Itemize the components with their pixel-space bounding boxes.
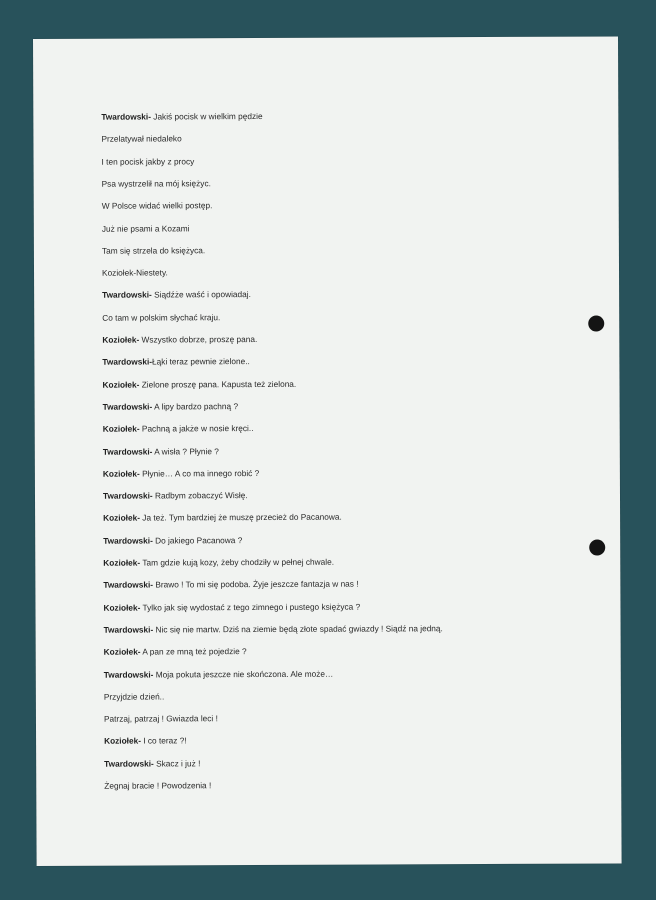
script-line (103, 401, 238, 412)
line-text: Koziołek-Niestety. (101, 267, 168, 278)
script-line (103, 535, 242, 546)
line-text: A lipy bardzo pachną ? (152, 400, 239, 412)
speaker-name: Twardowski- (103, 579, 154, 590)
speaker-name: Koziołek- (102, 468, 140, 479)
line-text: Ja też. Tym bardziej że muszę przecież do Pacanowa. (139, 512, 342, 523)
script-line (104, 668, 334, 679)
speaker-name: Koziołek- (103, 512, 141, 524)
script-line (101, 134, 181, 144)
script-line (102, 178, 211, 188)
script-line (104, 646, 247, 657)
script-line (103, 468, 259, 479)
speaker-name: Koziołek- (104, 735, 141, 747)
script-line (104, 713, 218, 723)
script-line (103, 557, 334, 568)
line-text: I co teraz ?! (140, 735, 187, 746)
script-line (102, 334, 257, 345)
line-text: Do jakiego Pacanowa ? (152, 534, 243, 546)
speaker-name: Twardowski- (103, 668, 154, 680)
script-line (102, 312, 220, 323)
script-line (101, 111, 262, 122)
line-text: Zielone proszę pana. Kapusta też zielona. (139, 378, 297, 390)
speaker-name: Twardowski- (103, 535, 153, 546)
script-line (104, 758, 200, 768)
script-line (103, 446, 219, 457)
speaker-name: Twardowski- (102, 356, 153, 367)
speaker-name: Twardowski- (102, 289, 152, 301)
script-line (103, 601, 360, 612)
speaker-name: Koziołek- (102, 334, 140, 345)
script-line (104, 780, 211, 790)
punch-hole-bottom (589, 540, 605, 556)
script-line (102, 289, 251, 300)
speaker-name: Twardowski- (102, 445, 153, 457)
script-line (102, 378, 296, 389)
script-line (102, 268, 168, 278)
line-text: Jakiś pocisk w wielkim pędzie (150, 110, 263, 122)
speaker-name: Twardowski- (102, 401, 153, 412)
line-text: Pachną a jakże w nosie kręci.. (139, 423, 254, 434)
line-text: Brawo ! To mi się podoba. Żyje jeszcze fantazja w nas ! (153, 578, 359, 590)
script-line (104, 623, 443, 634)
line-text: Moja pokuta jeszcze nie skończona. Ale może… (153, 668, 334, 679)
speaker-name: Twardowski- (101, 111, 152, 122)
line-text: Wszystko dobrze, proszę pana. (139, 334, 258, 345)
speaker-name: Twardowski- (104, 758, 154, 769)
line-text: Tam się strzela do księżyca. (101, 245, 206, 256)
speaker-name: Koziołek- (102, 423, 140, 434)
speaker-name: Twardowski- (102, 490, 153, 501)
script-line (103, 490, 248, 501)
speaker-name: Koziołek- (103, 602, 141, 613)
speaker-name: Koziołek- (103, 646, 141, 657)
speaker-name: Koziołek- (103, 557, 141, 568)
script-line (103, 423, 254, 434)
punch-hole-top (588, 316, 604, 332)
line-text: Psa wystrzelił na mój księżyc. (101, 178, 211, 189)
line-text: Płynie… A co ma innego robić ? (139, 467, 260, 479)
script-line (102, 223, 190, 233)
line-text: Żegnaj bracie ! Powodzenia ! (104, 780, 212, 791)
line-text: Już nie psami a Kozami (101, 222, 190, 234)
line-text: I ten pocisk jakby z procy (101, 155, 195, 167)
script-line (102, 156, 195, 166)
line-text: A wisła ? Płynie ? (152, 445, 219, 456)
speaker-name: Koziołek- (102, 379, 140, 390)
paper-sheet (33, 36, 622, 866)
script-line (102, 356, 249, 367)
speaker-name: Twardowski- (103, 624, 154, 635)
line-text: Przyjdzie dzień.. (103, 691, 165, 702)
script-line (103, 512, 342, 523)
script-line (102, 200, 213, 210)
line-text: Przelatywał niedaleko (101, 133, 182, 144)
script-line (104, 736, 187, 746)
line-text: Radbym zobaczyć Wisłę. (152, 490, 248, 501)
script-line (102, 245, 205, 255)
line-text: W Polsce widać wielki postęp. (101, 200, 213, 211)
line-text: Patrzaj, patrzaj ! Gwiazda leci ! (103, 713, 218, 724)
script-line (104, 691, 164, 701)
script-line (103, 579, 358, 590)
line-text: Nic się nie martw. Dziś na ziemie będą złote spadać gwiazdy ! Siądź na jedną. (153, 623, 443, 635)
line-text: Łąki teraz pewnie zielone.. (152, 356, 250, 367)
line-text: Siądźże waść i opowiadaj. (151, 289, 251, 300)
line-text: Skacz i już ! (153, 757, 201, 769)
line-text: Tam gdzie kują kozy, żeby chodziły w pełnej chwale. (140, 556, 335, 568)
line-text: A pan ze mną też pojedzie ? (140, 646, 247, 657)
line-text: Tylko jak się wydostać z tego zimnego i pustego księżyca ? (140, 601, 361, 613)
line-text: Co tam w polskim słychać kraju. (102, 311, 221, 323)
